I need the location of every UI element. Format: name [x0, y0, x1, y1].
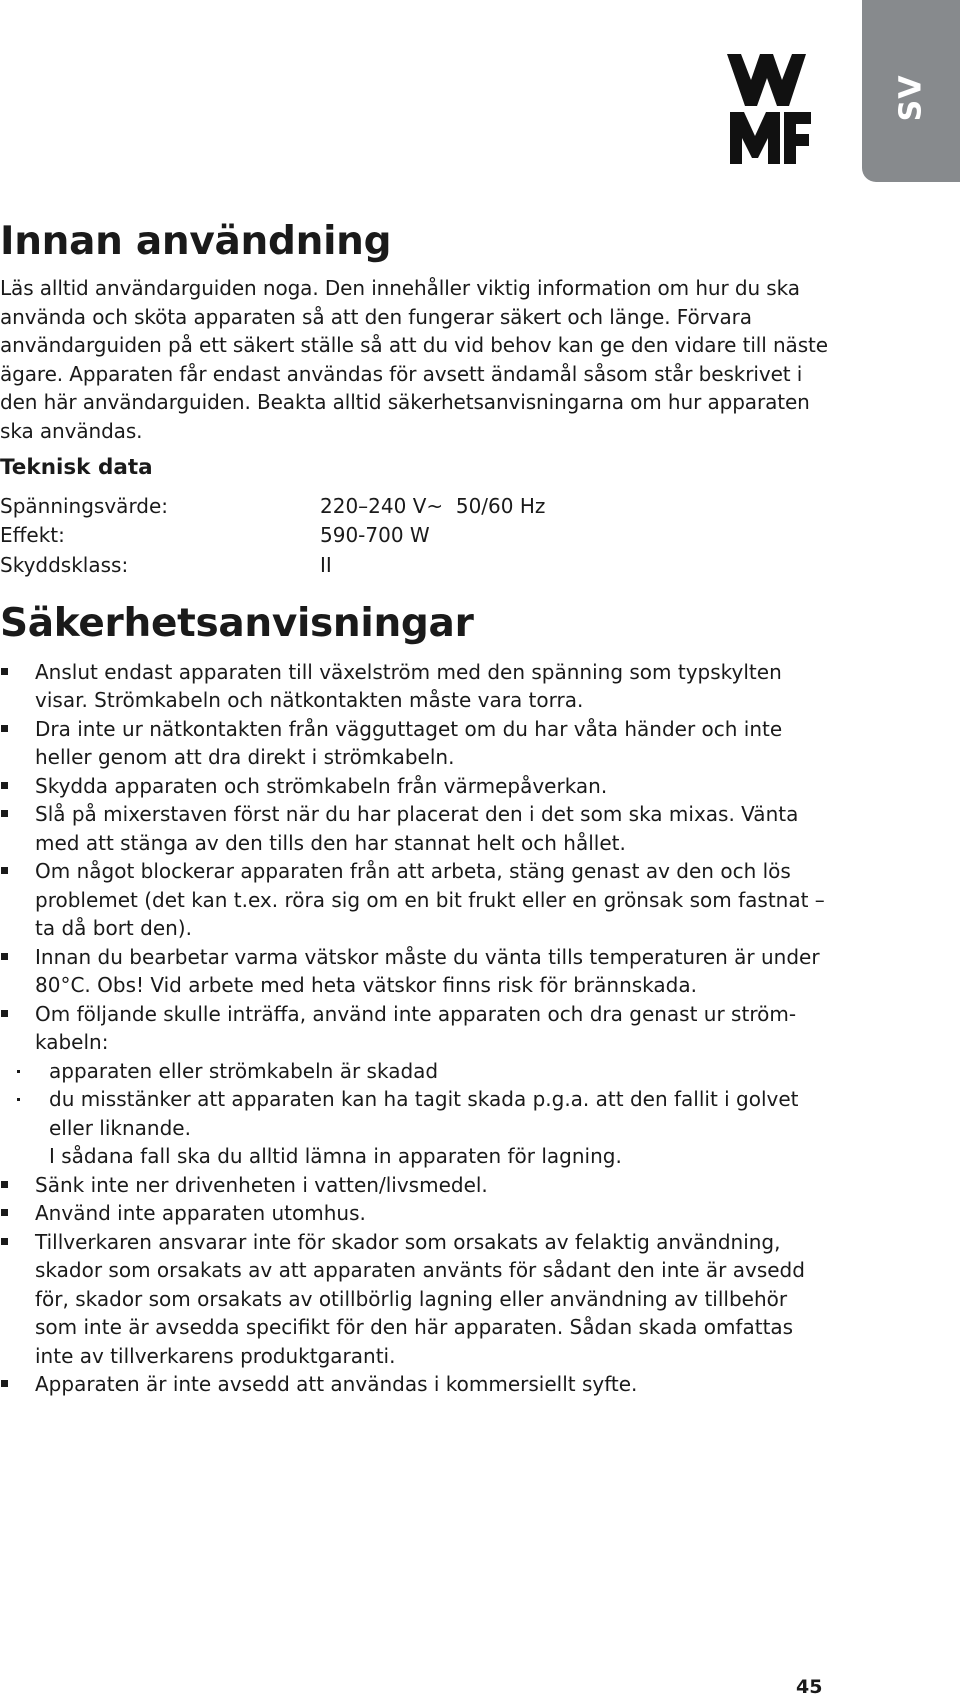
spec-row-power — [0, 521, 830, 551]
bullet-icon — [1, 1238, 8, 1245]
safety-item — [0, 658, 830, 715]
safety-item-text: Innan du bearbetar varma vätskor måste du vänta tills temperaturen är under 80°C. Obs! Vid arbete med heta vätskor finns risk för brännskada. — [35, 944, 820, 997]
safety-item-text: Om något blockerar apparaten från att arbeta, stäng genast av den och lös problemet (det kan t.ex. röra sig om en bit frukt eller en grönsak som fastnat – ta då bort den). — [35, 859, 825, 940]
safety-item-text: Tillverkaren ansvarar inte för skador som orsakats av felaktig användning, skador som orsakats av att apparaten använts för sådant den inte är avsedd för, skador som orsakats av otillbörlig lagning eller användning av tillbehör som inte är avsedda specifikt för den här apparaten. Sådan skada omfattas inte av tillverkarens produktgaranti. — [35, 1229, 805, 1368]
spec-row-voltage — [0, 491, 830, 521]
bullet-icon — [1, 1181, 8, 1188]
tech-data-table — [0, 491, 830, 580]
bullet-icon — [1, 867, 8, 874]
spec-label: Skyddsklass: — [0, 552, 129, 577]
dot-bullet-icon — [17, 1098, 20, 1101]
safety-sub-item-text: du misstänker att apparaten kan ha tagit skada p.g.a. att den fallit i golvet eller liknande. — [49, 1087, 799, 1140]
spec-value: 220–240 V~ 50/60 Hz — [320, 493, 546, 518]
dot-bullet-icon — [17, 1070, 20, 1073]
safety-list — [0, 658, 830, 1399]
safety-item-text: Om följande skulle inträffa, använd inte apparaten och dra genast ur ström-kabeln: — [35, 1001, 797, 1054]
bullet-icon — [1, 953, 8, 960]
bullet-icon — [1, 1010, 8, 1017]
safety-item-text: Sänk inte ner drivenheten i vatten/livsmedel. — [35, 1172, 488, 1197]
page-number: 45 — [796, 1676, 823, 1698]
safety-item-text: Dra inte ur nätkontakten från vägguttaget om du har våta händer och inte heller genom att dra direkt i strömkabeln. — [35, 716, 783, 769]
spec-label: Effekt: — [0, 523, 65, 548]
safety-item — [0, 943, 830, 1000]
spec-label: Spänningsvärde: — [0, 493, 169, 518]
intro-paragraph: Läs alltid användarguiden noga. Den innehåller viktig information om hur du ska använda och sköta apparaten så att den fungerar säkert och länge. Förvara användarguiden på ett säkert ställe så att du vid behov kan ge den vidare till näste ägare. Apparaten får endast användas för avsett ändamål såsom står beskrivet i den här användarguiden. Beakta alltid säkerhetsanvisningarna om hur apparaten ska användas. — [0, 276, 828, 443]
safety-item — [0, 857, 830, 943]
language-code: SV — [893, 74, 929, 122]
safety-item-text: Anslut endast apparaten till växelström med den spänning som typskylten visar. Strömkabeln och nätkontakten måste vara torra. — [35, 659, 782, 712]
safety-item-text: Apparaten är inte avsedd att användas i kommersiellt syfte. — [35, 1372, 638, 1396]
safety-item-text: Slå på mixerstaven först när du har placerat den i det som ska mixas. Vänta med att stänga av den tills den har stannat helt och hållet. — [35, 802, 799, 855]
safety-sub-item — [0, 1057, 830, 1086]
safety-item-text: Skydda apparaten och strömkabeln från värmepåverkan. — [35, 773, 608, 798]
safety-item — [0, 1000, 830, 1171]
spec-value: II — [320, 552, 332, 577]
safety-item — [0, 772, 830, 801]
bullet-icon — [1, 1380, 8, 1387]
safety-item — [0, 1171, 830, 1200]
bullet-icon — [1, 725, 8, 732]
safety-item-text: Använd inte apparaten utomhus. — [35, 1201, 366, 1225]
bullet-icon — [1, 668, 8, 675]
section-title-before-use: Innan användning — [0, 219, 392, 264]
safety-sub-item-text: apparaten eller strömkabeln är skadad — [49, 1058, 439, 1083]
bullet-icon — [1, 1209, 8, 1216]
safety-item — [0, 715, 830, 772]
safety-sub-list — [0, 1057, 830, 1143]
bullet-icon — [1, 782, 8, 789]
safety-item — [0, 800, 830, 857]
safety-item — [0, 1370, 830, 1399]
safety-sub-item — [0, 1085, 830, 1142]
section-title-safety: Säkerhetsanvisningar — [0, 600, 474, 646]
bullet-icon — [1, 810, 8, 817]
tech-data-title: Teknisk data — [0, 455, 153, 480]
page-content — [0, 216, 830, 1399]
spec-value: 590-700 W — [320, 523, 430, 548]
safety-item — [0, 1228, 830, 1371]
language-tab — [862, 0, 960, 182]
spec-row-protection-class — [0, 550, 830, 580]
wmf-logo — [727, 54, 811, 164]
safety-item — [0, 1199, 830, 1228]
safety-sub-note: I sådana fall ska du alltid lämna in apparaten för lagning. — [49, 1144, 622, 1168]
